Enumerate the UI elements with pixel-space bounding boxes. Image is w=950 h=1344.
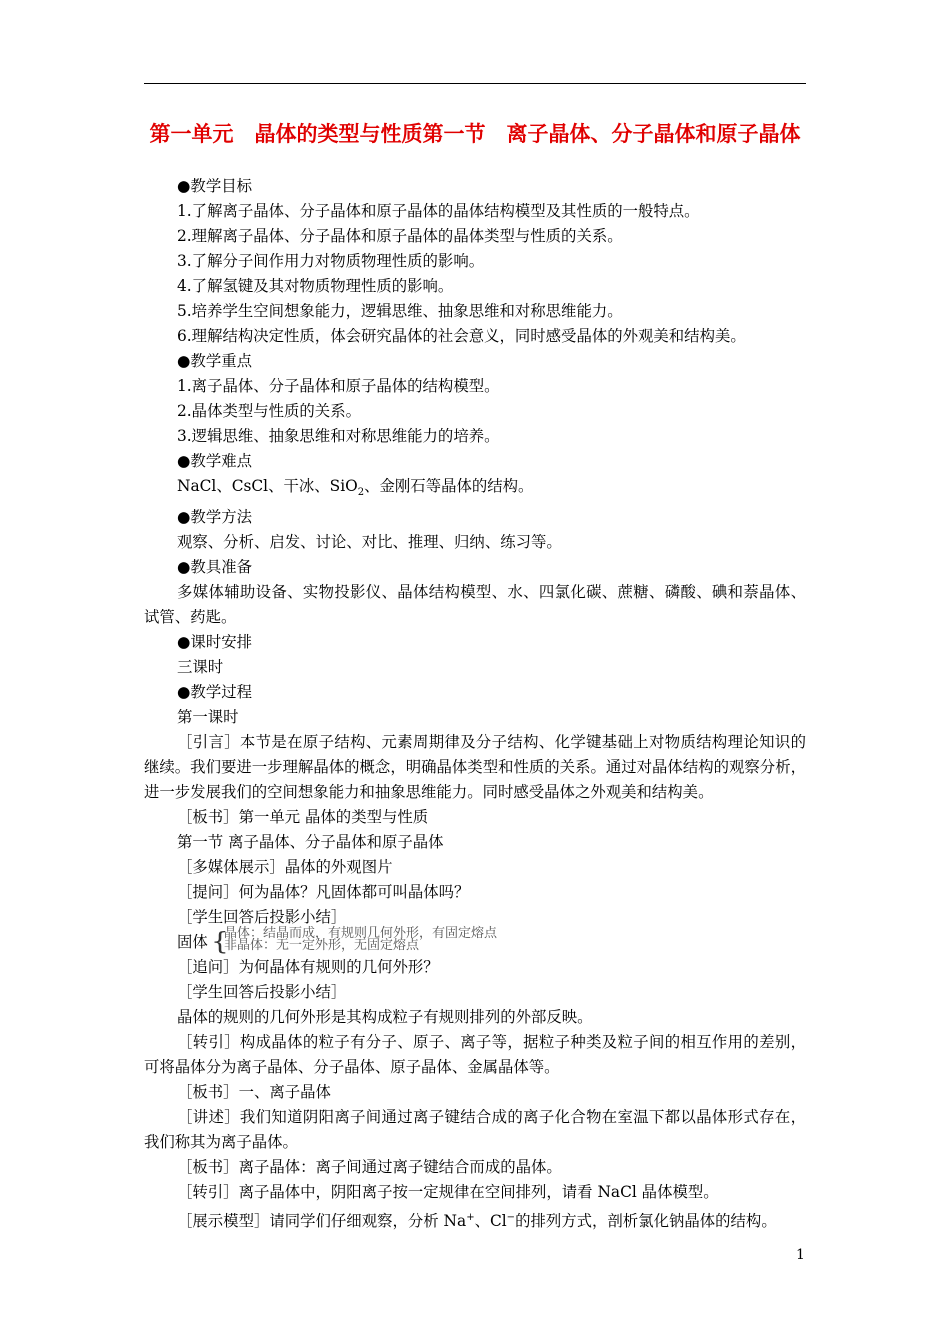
summary-note-1: ［学生回答后投影小结］ bbox=[177, 908, 347, 927]
model-note bbox=[144, 1205, 806, 1234]
page-number: 1 bbox=[796, 1247, 805, 1263]
method-text: 观察、分析、启发、讨论、对比、推理、归纳、练习等。 bbox=[177, 533, 562, 552]
noncrystal-definition: 非晶体：无一定外形，无固定熔点 bbox=[224, 938, 420, 954]
difficulty-text bbox=[144, 474, 806, 505]
lesson-label: 第一课时 bbox=[177, 708, 239, 727]
followup-note: ［追问］为何晶体有规则的几何外形？ bbox=[177, 958, 439, 977]
keypoint-item: 2.晶体类型与性质的关系。 bbox=[177, 402, 361, 420]
reason-text: 晶体的规则的几何外形是其构成粒子有规则排列的外部反映。 bbox=[177, 1008, 593, 1027]
difficulty-subscript: 2 bbox=[357, 487, 365, 499]
board-note-1: ［板书］第一单元 晶体的类型与性质 bbox=[177, 808, 429, 827]
goal-item: 6.理解结构决定性质，体会研究晶体的社会意义，同时感受晶体的外观美和结构美。 bbox=[177, 327, 746, 345]
schedule-text: 三课时 bbox=[177, 658, 224, 677]
section-line: 第一节 离子晶体、分子晶体和原子晶体 bbox=[177, 833, 444, 852]
lecture-note: ［讲述］我们知道阴阳离子间通过离子键结合成的离子化合物在室温下都以晶体形式存在，我们称其为离子晶体。 bbox=[144, 1108, 806, 1152]
page-title: 第一单元 晶体的类型与性质第一节 离子晶体、分子晶体和原子晶体 bbox=[149, 122, 801, 146]
keypoint-item: 1.离子晶体、分子晶体和原子晶体的结构模型。 bbox=[177, 377, 500, 395]
intro-paragraph: ［引言］本节是在原子结构、元素周期律及分子结构、化学键基础上对物质结构理论知识的继续。我们要进一步理解晶体的概念，明确晶体类型和性质的关系。通过对晶体结构的观察分析，进一步发展我们的空间想象能力和抽象思维能力。同时感受晶体之外观美和结构美。 bbox=[144, 733, 806, 802]
model-sup-1: + bbox=[466, 1212, 475, 1224]
method-heading: ●教学方法 bbox=[177, 508, 252, 527]
board-note-3: ［板书］离子晶体：离子间通过离子键结合而成的晶体。 bbox=[177, 1158, 562, 1177]
header-rule bbox=[144, 83, 806, 84]
tools-heading: ●教具准备 bbox=[177, 558, 252, 577]
difficulty-heading: ●教学难点 bbox=[177, 452, 252, 470]
question-note: ［提问］何为晶体？凡固体都可叫晶体吗？ bbox=[177, 883, 470, 902]
goal-item: 1.了解离子晶体、分子晶体和原子晶体的晶体结构模型及其性质的一般特点。 bbox=[177, 202, 700, 220]
summary-note-2: ［学生回答后投影小结］ bbox=[177, 983, 347, 1002]
brace-symbol: { bbox=[211, 927, 229, 956]
keypoints-heading: ●教学重点 bbox=[177, 352, 252, 370]
model-pre: ［展示模型］请同学们仔细观察，分析 Na bbox=[177, 1212, 467, 1231]
solid-classification bbox=[144, 926, 806, 956]
goal-item: 4.了解氢键及其对物质物理性质的影响。 bbox=[177, 277, 454, 295]
transition-note-1: ［转引］构成晶体的粒子有分子、原子、离子等，据粒子种类及粒子间的相互作用的差别，可将晶体分为离子晶体、分子晶体、原子晶体、金属晶体等。 bbox=[144, 1033, 806, 1077]
goal-item: 5.培养学生空间想象能力，逻辑思维、抽象思维和对称思维能力。 bbox=[177, 302, 623, 320]
transition-note-2: ［转引］离子晶体中，阴阳离子按一定规律在空间排列，请看 NaCl 晶体模型。 bbox=[177, 1183, 719, 1202]
difficulty-pre: NaCl、CsCl、干冰、SiO bbox=[177, 477, 358, 495]
keypoint-item: 3.逻辑思维、抽象思维和对称思维能力的培养。 bbox=[177, 427, 500, 445]
solid-label: 固体 bbox=[177, 933, 208, 952]
model-post: 的排列方式，剖析氯化钠晶体的结构。 bbox=[515, 1212, 777, 1231]
crystal-definition: 晶体：结晶而成，有规则几何外形，有固定熔点 bbox=[224, 926, 498, 942]
model-sup-2: − bbox=[506, 1212, 516, 1224]
goal-item: 3.了解分子间作用力对物质物理性质的影响。 bbox=[177, 252, 485, 270]
goals-heading: ●教学目标 bbox=[177, 177, 252, 195]
schedule-heading: ●课时安排 bbox=[177, 633, 252, 652]
board-note-2: ［板书］一、离子晶体 bbox=[177, 1083, 331, 1102]
document-body bbox=[144, 174, 806, 1234]
process-heading: ●教学过程 bbox=[177, 683, 252, 702]
model-mid: 、Cl bbox=[474, 1212, 507, 1231]
media-note: ［多媒体展示］晶体的外观图片 bbox=[177, 858, 393, 877]
goal-item: 2.理解离子晶体、分子晶体和原子晶体的晶体类型与性质的关系。 bbox=[177, 227, 623, 245]
difficulty-post: 、金刚石等晶体的结构。 bbox=[364, 477, 534, 495]
tools-text: 多媒体辅助设备、实物投影仪、晶体结构模型、水、四氯化碳、蔗糖、磷酸、碘和萘晶体、试管、药匙。 bbox=[144, 583, 806, 627]
